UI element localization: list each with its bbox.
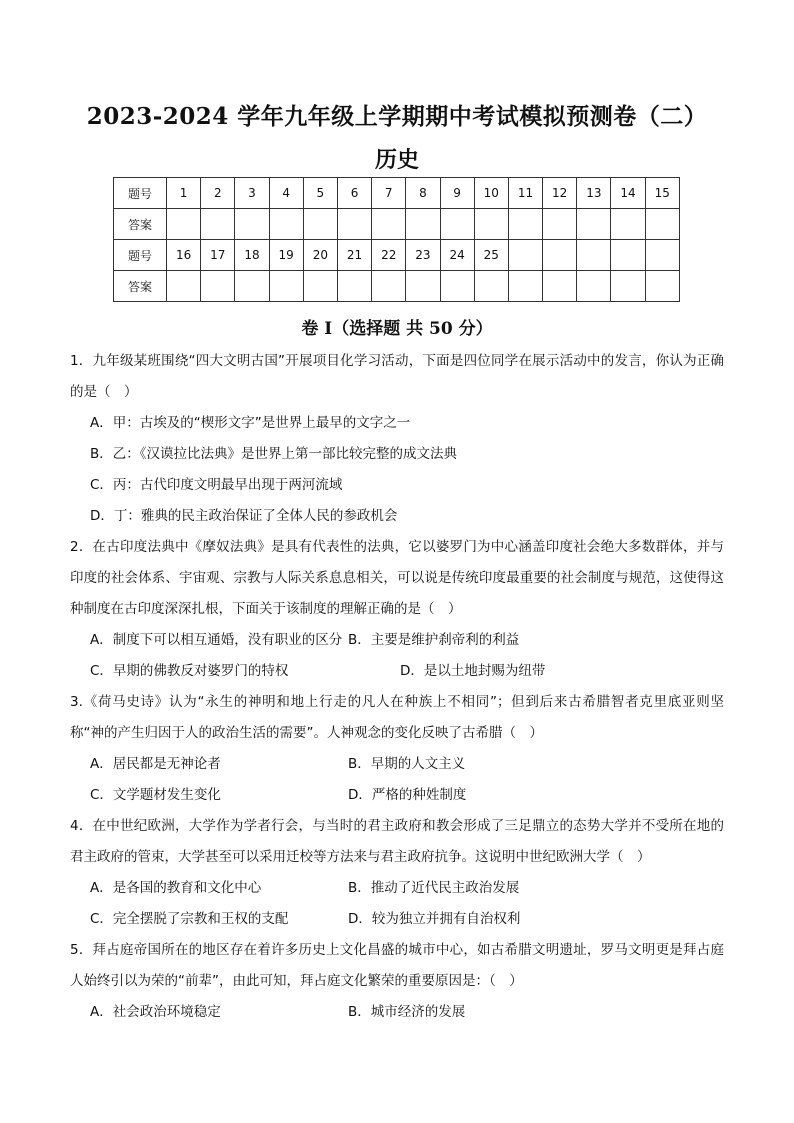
answer-grid-cell [201,271,235,302]
question-2-option-c: C．早期的佛教反对婆罗门的特权 [90,663,289,679]
question-2-options-row2 [90,656,724,687]
answer-grid-cell [201,209,235,240]
answer-grid-cell: 18 [235,240,269,271]
answer-grid-cell [372,271,406,302]
answer-grid-cell: 3 [235,178,269,209]
answer-grid [113,177,680,302]
answer-grid-cell [406,209,440,240]
question-1-option-a: A．甲：古埃及的“楔形文字”是世界上最早的文字之一 [90,415,411,431]
question-4-options-row2 [90,904,724,935]
answer-grid-cell: 14 [611,178,645,209]
question-4-option-d: D．较为独立并拥有自治权利 [348,911,521,927]
answer-grid-cell [508,271,542,302]
question-2-option-d: D．是以土地封赐为纽带 [400,663,546,679]
answer-grid-row-label: 题号 [114,178,167,209]
answer-grid-cell: 21 [337,240,371,271]
answer-grid-cell [645,209,679,240]
answer-grid-cell: 25 [474,240,508,271]
question-5-stem: 5．拜占庭帝国所在的地区存在着许多历史上文化昌盛的城市中心，如古希腊文明遗址，罗马文明更是拜占庭人始终引以为荣的“前辈”，由此可知，拜占庭文化繁荣的重要原因是：（ ） [70,942,724,989]
answer-grid-cell [167,271,201,302]
answer-grid-cell [611,209,645,240]
question-4-option-a: A．是各国的教育和文化中心 [90,880,262,896]
answer-grid-cell [645,240,679,271]
answer-grid-cell: 1 [167,178,201,209]
answer-grid-row [114,271,680,302]
question-1-option-c: C．丙：古代印度文明最早出现于两河流域 [90,477,343,493]
question-3-option-a: A．居民都是无神论者 [90,756,221,772]
answer-grid-cell: 17 [201,240,235,271]
question-4-option-b: B．推动了近代民主政治发展 [348,880,520,896]
answer-grid-cell [474,271,508,302]
question-1-stem: 1．九年级某班围绕“四大文明古国”开展项目化学习活动，下面是四位同学在展示活动中的发言，你认为正确的是（ ） [70,353,724,400]
question-1-option-b: B．乙：《汉谟拉比法典》是世界上第一部比较完整的成文法典 [90,446,458,462]
question-5-option-a: A．社会政治环境稳定 [90,1004,221,1020]
question-3-stem: 3.《荷马史诗》认为“永生的神明和地上行走的凡人在种族上不相同”；但到后来古希腊智者克里底亚则坚称“神的产生归因于人的政治生活的需要”。人神观念的变化反映了古希腊（ ） [70,694,724,741]
answer-grid-cell [508,240,542,271]
answer-grid-cell [577,240,611,271]
answer-grid-cell [372,209,406,240]
question-3-options-row2 [90,780,724,811]
answer-grid-cell: 5 [303,178,337,209]
question-2-option-a: A．制度下可以相互通婚，没有职业的区分 [90,632,343,648]
answer-grid-cell: 23 [406,240,440,271]
answer-grid-cell [543,209,577,240]
answer-grid-row-label: 题号 [114,240,167,271]
answer-grid-cell: 10 [474,178,508,209]
section-title: 卷 I（选择题 共 50 分） [301,319,493,339]
subject-title: 历史 [374,147,419,173]
question-4-option-c: C．完全摆脱了宗教和王权的支配 [90,911,289,927]
question-5-options-row1 [90,997,724,1028]
question-1-option-d: D．丁：雅典的民主政治保证了全体人民的参政机会 [90,508,398,524]
question-3-option-c: C．文学题材发生变化 [90,787,221,803]
answer-grid-cell: 15 [645,178,679,209]
answer-grid-cell: 19 [269,240,303,271]
answer-grid-cell: 4 [269,178,303,209]
exam-title: 2023-2024 学年九年级上学期期中考试模拟预测卷（二） [86,103,708,130]
answer-grid-cell: 8 [406,178,440,209]
answer-grid-row-label: 答案 [114,271,167,302]
question-3-options-row1 [90,749,724,780]
answer-grid-cell [508,209,542,240]
answer-grid-cell: 11 [508,178,542,209]
answer-grid-cell [303,271,337,302]
answer-grid-cell: 2 [201,178,235,209]
question-2-option-b: B．主要是维护刹帝利的利益 [348,632,520,648]
answer-grid-cell [337,209,371,240]
answer-grid-cell [235,271,269,302]
answer-grid-cell: 6 [337,178,371,209]
question-4-options-row1 [90,873,724,904]
answer-grid-cell: 16 [167,240,201,271]
answer-grid-row [114,209,680,240]
question-5-option-b: B．城市经济的发展 [348,1004,466,1020]
answer-grid-cell: 7 [372,178,406,209]
answer-grid-cell [543,271,577,302]
answer-grid-cell: 13 [577,178,611,209]
answer-grid-cell: 24 [440,240,474,271]
answer-grid-cell [645,271,679,302]
answer-grid-cell [611,240,645,271]
answer-grid-cell [577,271,611,302]
question-2-stem: 2．在古印度法典中《摩奴法典》是具有代表性的法典，它以婆罗门为中心涵盖印度社会绝大多数群体，并与印度的社会体系、宇宙观、宗教与人际关系息息相关，可以说是传统印度最重要的社会制度与规范，这使得这种制度在古印度深深扎根，下面关于该制度的理解正确的是（ ） [70,539,724,617]
answer-grid-row-label: 答案 [114,209,167,240]
answer-grid-cell [406,271,440,302]
question-2-options-row1 [90,625,724,656]
answer-grid-cell [474,209,508,240]
answer-grid-cell [440,209,474,240]
answer-grid-cell [543,240,577,271]
answer-grid-cell [611,271,645,302]
question-4-stem: 4．在中世纪欧洲，大学作为学者行会，与当时的君主政府和教会形成了三足鼎立的态势大学并不受所在地的君主政府的管束，大学甚至可以采用迁校等方法来与君主政府抗争。这说明中世纪欧洲大学（ ） [70,818,724,865]
answer-grid-cell [235,209,269,240]
answer-grid-cell [303,209,337,240]
answer-grid-cell [167,209,201,240]
answer-grid-cell [337,271,371,302]
question-list [70,346,724,1028]
question-3-option-b: B．早期的人文主义 [348,756,466,772]
answer-grid-row [114,240,680,271]
answer-grid-cell: 9 [440,178,474,209]
question-3-option-d: D．严格的种姓制度 [348,787,467,803]
answer-grid-cell [269,271,303,302]
answer-grid-cell: 12 [543,178,577,209]
answer-grid-cell: 20 [303,240,337,271]
answer-grid-cell: 22 [372,240,406,271]
answer-grid-cell [440,271,474,302]
answer-grid-cell [269,209,303,240]
answer-grid-cell [577,209,611,240]
answer-grid-row [114,178,680,209]
